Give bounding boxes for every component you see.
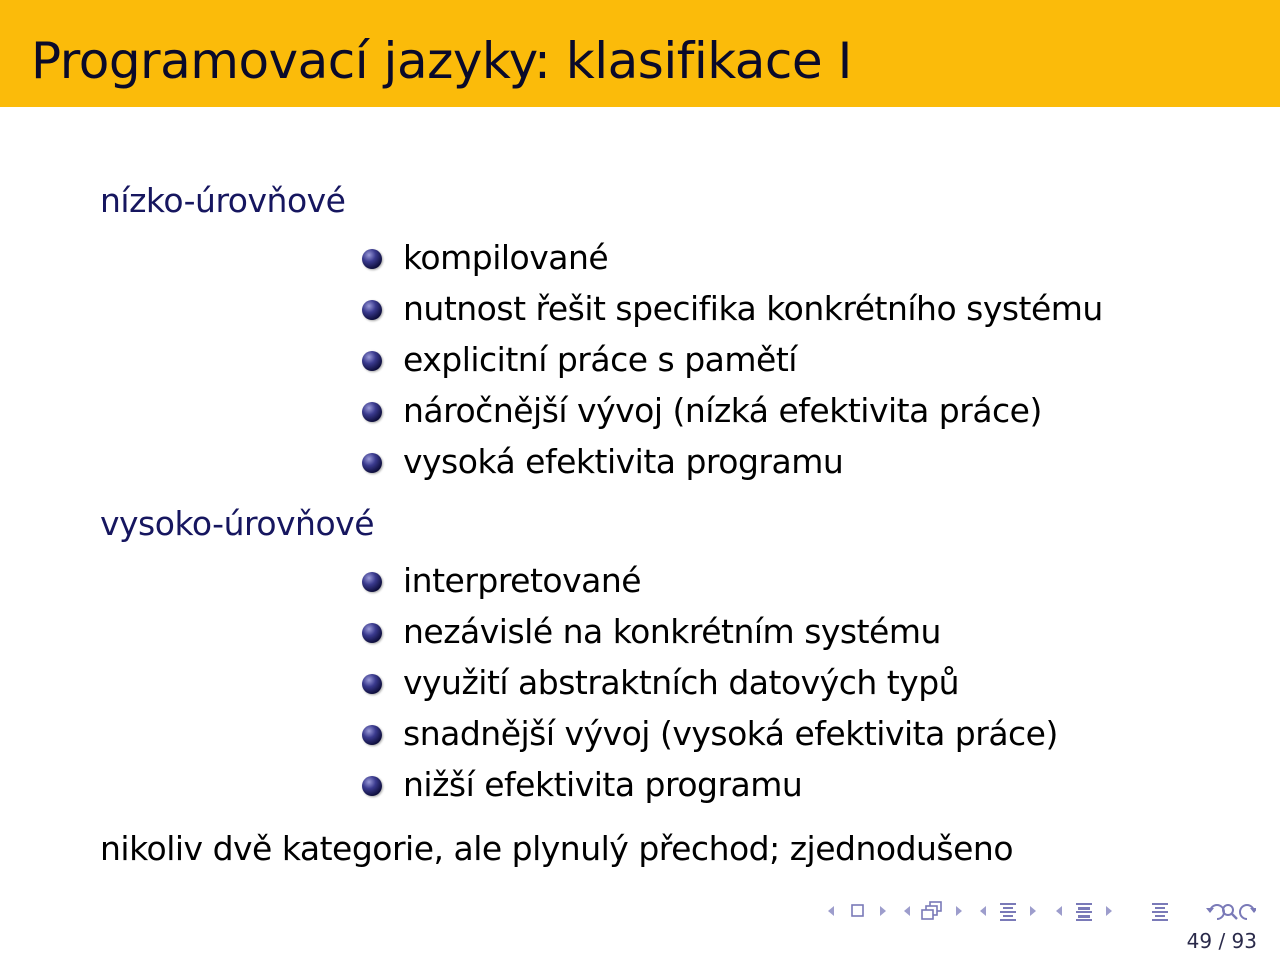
beamer-navigation (826, 898, 1256, 924)
list-item-text: snadnější vývoj (vysoká efektivita práce) (403, 714, 1058, 753)
bullet-icon (362, 572, 382, 592)
prev-arrow-icon[interactable] (904, 906, 910, 916)
search-icon[interactable] (1223, 905, 1237, 919)
bullet-icon (362, 300, 382, 320)
bullet-icon (362, 623, 382, 643)
bullet-icon (362, 351, 382, 371)
prev-arrow-icon[interactable] (1056, 906, 1062, 916)
list-item-text: interpretované (403, 561, 642, 600)
list-item-text: nutnost řešit specifika konkrétního systému (403, 289, 1103, 328)
list-item-text: využití abstraktních datových typů (403, 663, 960, 702)
page-total: 93 (1231, 929, 1257, 953)
page-number (1187, 928, 1257, 954)
next-arrow-icon[interactable] (1030, 906, 1036, 916)
list-item-text: vysoká efektivita programu (403, 442, 844, 481)
bullet-icon (362, 453, 382, 473)
slide-frame-icon[interactable] (852, 905, 863, 916)
section-icon[interactable] (1000, 903, 1016, 921)
term-low-level: nízko-úrovňové (100, 181, 346, 220)
presentation-icon[interactable] (1076, 903, 1092, 921)
title-bar (0, 0, 1280, 107)
next-arrow-icon[interactable] (880, 906, 886, 916)
list-item-text: náročnější vývoj (nízká efektivita práce) (403, 391, 1042, 430)
bullet-icon (362, 725, 382, 745)
prev-arrow-icon[interactable] (980, 906, 986, 916)
next-arrow-icon[interactable] (956, 906, 962, 916)
summary-note: nikoliv dvě kategorie, ale plynulý přechod; zjednodušeno (100, 829, 1014, 868)
subsection-icon[interactable] (922, 902, 941, 919)
align-icon[interactable] (1152, 903, 1168, 921)
slide-title: Programovací jazyky: klasifikace I (31, 32, 852, 90)
page-current: 49 (1186, 929, 1213, 953)
list-item-text: explicitní práce s pamětí (403, 340, 797, 379)
bullet-icon (362, 776, 382, 796)
list-item-text: nižší efektivita programu (403, 765, 803, 804)
list-item-text: nezávislé na konkrétním systému (403, 612, 941, 651)
undo-icon[interactable] (1210, 905, 1224, 919)
bullet-icon (362, 402, 382, 422)
redo-icon[interactable] (1240, 905, 1254, 919)
next-arrow-icon[interactable] (1106, 906, 1112, 916)
list-item-text: kompilované (403, 238, 609, 277)
bullet-icon (362, 249, 382, 269)
bullet-icon (362, 674, 382, 694)
page-separator: / (1218, 929, 1226, 953)
term-high-level: vysoko-úrovňové (100, 504, 374, 543)
prev-arrow-icon[interactable] (828, 906, 834, 916)
navigation-symbols (826, 898, 1256, 924)
